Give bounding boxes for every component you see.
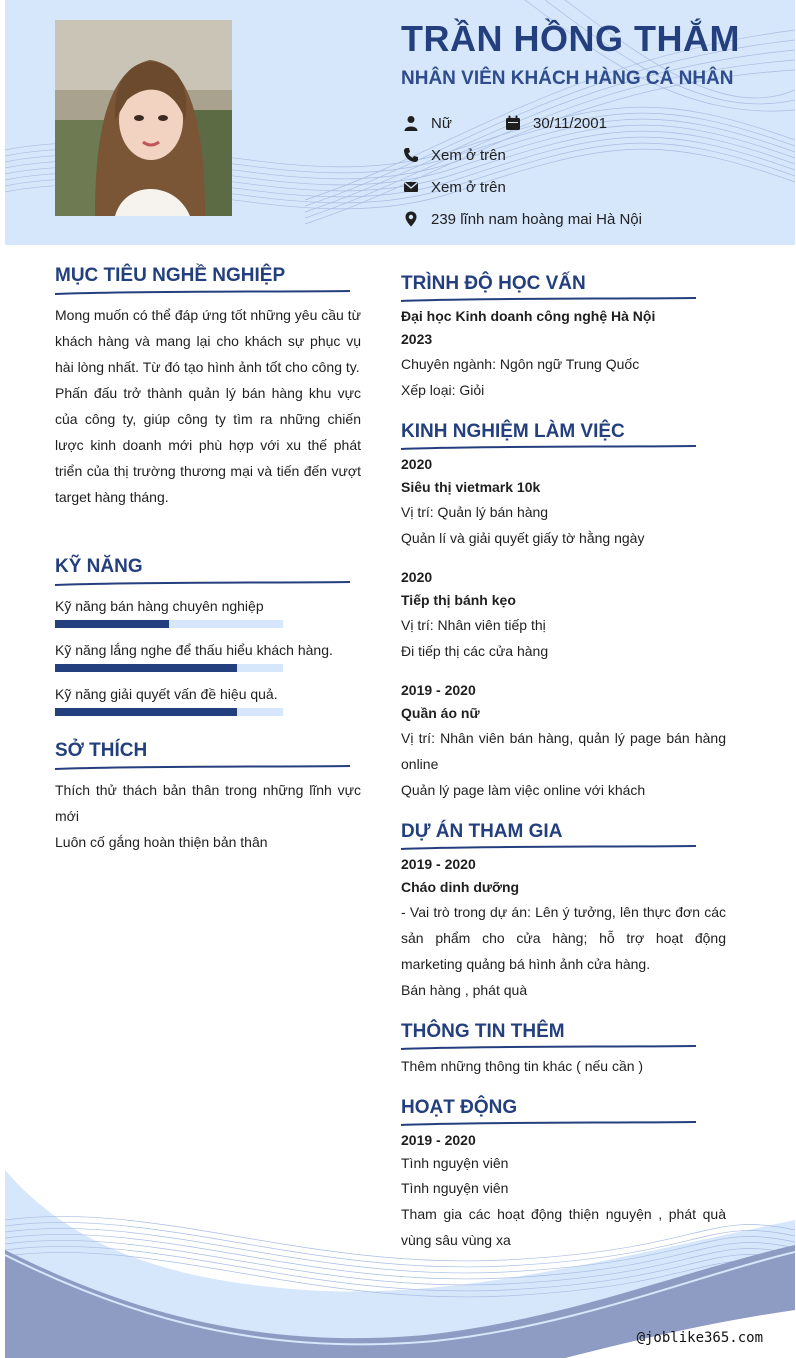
experience-title: KINH NGHIỆM LÀM VIỆC [401,421,625,442]
cv-page [5,0,795,1358]
skill-label: Kỹ năng giải quyết vấn đề hiệu quả. [55,686,278,702]
objective-paragraph-2: Phấn đấu trở thành quản lý bán hàng khu vực của công ty, giúp công ty tìm ra những chiến lược kinh doanh mới phù hợp với xu thế phát triển của thị trường thương mại và tiến đến vượt target hàng tháng. [55,385,361,505]
objective-title: MỤC TIÊU NGHỀ NGHIỆP [55,265,286,286]
candidate-title: NHÂN VIÊN KHÁCH HÀNG CÁ NHÂN [401,68,734,89]
activity-role: Tình nguyện viên [401,1155,509,1171]
hobby-item: Luôn cố gắng hoàn thiện bản thân [55,834,268,850]
objective-paragraph-1: Mong muốn có thể đáp ứng tốt những yêu cầu từ khách hàng và mang lại cho khách sự phục vụ hài lòng nhất. Từ đó tạo hình ảnh tốt cho công ty. [55,307,361,375]
education-grade: Xếp loại: Giỏi [401,382,485,398]
experience-company: Siêu thị vietmark 10k [401,479,541,495]
education-major: Chuyên ngành: Ngôn ngữ Trung Quốc [401,356,640,372]
activity-desc: Tham gia các hoạt động thiện nguyện , phát quà vùng sâu vùng xa [401,1206,726,1248]
user-icon [401,113,421,133]
skill-bar-fill [55,664,237,672]
footer-website-link[interactable]: @joblike365.com [636,1330,763,1346]
skill-bar-fill [55,708,237,716]
experience-time: 2020 [401,569,433,585]
calendar-icon [503,113,523,133]
activity-time: 2019 - 2020 [401,1132,476,1148]
projects-underline [401,844,696,852]
hobbies-text [55,777,361,855]
extra-text: Thêm những thông tin khác ( nếu cần ) [401,1058,644,1074]
objective-text [55,302,361,510]
activities-title: HOẠT ĐỘNG [401,1097,518,1118]
education-title: TRÌNH ĐỘ HỌC VẤN [401,273,586,294]
experience-position: Vị trí: Quản lý bán hàng [401,504,549,520]
gender-value: Nữ [431,114,452,132]
hobby-item: Thích thử thách bản thân trong những lĩnh vực mới [55,782,361,824]
education-year: 2023 [401,331,433,347]
email-value: Xem ở trên [431,178,506,196]
activity-org: Tình nguyện viên [401,1180,509,1196]
hobbies-underline [55,764,350,772]
address-value: 239 lĩnh nam hoàng mai Hà Nội [431,210,642,228]
profile-photo-illustration [55,20,232,216]
experience-desc: Đi tiếp thị các cửa hàng [401,643,549,659]
experience-position: Vị trí: Nhân viên tiếp thị [401,617,546,633]
phone-icon [401,145,421,165]
footer-wave-decoration [5,1160,795,1358]
project-name: Cháo dinh dưỡng [401,879,520,895]
skill-bar [55,620,283,628]
experience-company: Tiếp thị bánh kẹo [401,592,516,608]
objective-underline [55,289,350,297]
skills-underline [55,580,350,588]
experience-underline [401,444,696,452]
birthday-row [503,111,607,135]
experience-company: Quần áo nữ [401,705,480,721]
envelope-icon [401,177,421,197]
experience-desc: Quản lý page làm việc online với khách [401,782,646,798]
hobbies-title: SỞ THÍCH [55,740,148,761]
email-row [401,175,506,199]
phone-value: Xem ở trên [431,146,506,164]
projects-title: DỰ ÁN THAM GIA [401,821,563,842]
phone-row [401,143,506,167]
experience-time: 2020 [401,456,433,472]
experience-time: 2019 - 2020 [401,682,476,698]
skill-label: Kỹ năng lắng nghe để thấu hiểu khách hàng. [55,642,333,658]
extra-title: THÔNG TIN THÊM [401,1021,565,1042]
skill-label: Kỹ năng bán hàng chuyên nghiệp [55,598,264,614]
address-row [401,207,642,231]
skill-bar [55,708,283,716]
experience-position: Vị trí: Nhân viên bán hàng, quản lý page bán hàng online [401,730,726,772]
education-underline [401,296,696,304]
cv-header [5,0,795,245]
project-time: 2019 - 2020 [401,856,476,872]
skill-bar-fill [55,620,169,628]
project-desc: Bán hàng , phát quà [401,982,528,998]
candidate-name: TRẦN HỒNG THẮM [401,18,740,59]
location-icon [401,209,421,229]
education-school: Đại học Kinh doanh công nghệ Hà Nội [401,308,656,324]
experience-desc: Quản lí và giải quyết giấy tờ hằng ngày [401,530,645,546]
activities-underline [401,1120,696,1128]
extra-underline [401,1044,696,1052]
profile-photo [55,20,232,216]
gender-row [401,111,452,135]
skills-title: KỸ NĂNG [55,556,143,577]
project-role: - Vai trò trong dự án: Lên ý tưởng, lên thực đơn các sản phẩm cho cửa hàng; hỗ trợ hoạt động marketing quảng bá hình ảnh cửa hàng. [401,904,726,972]
birthday-value: 30/11/2001 [533,114,607,132]
skill-bar [55,664,283,672]
